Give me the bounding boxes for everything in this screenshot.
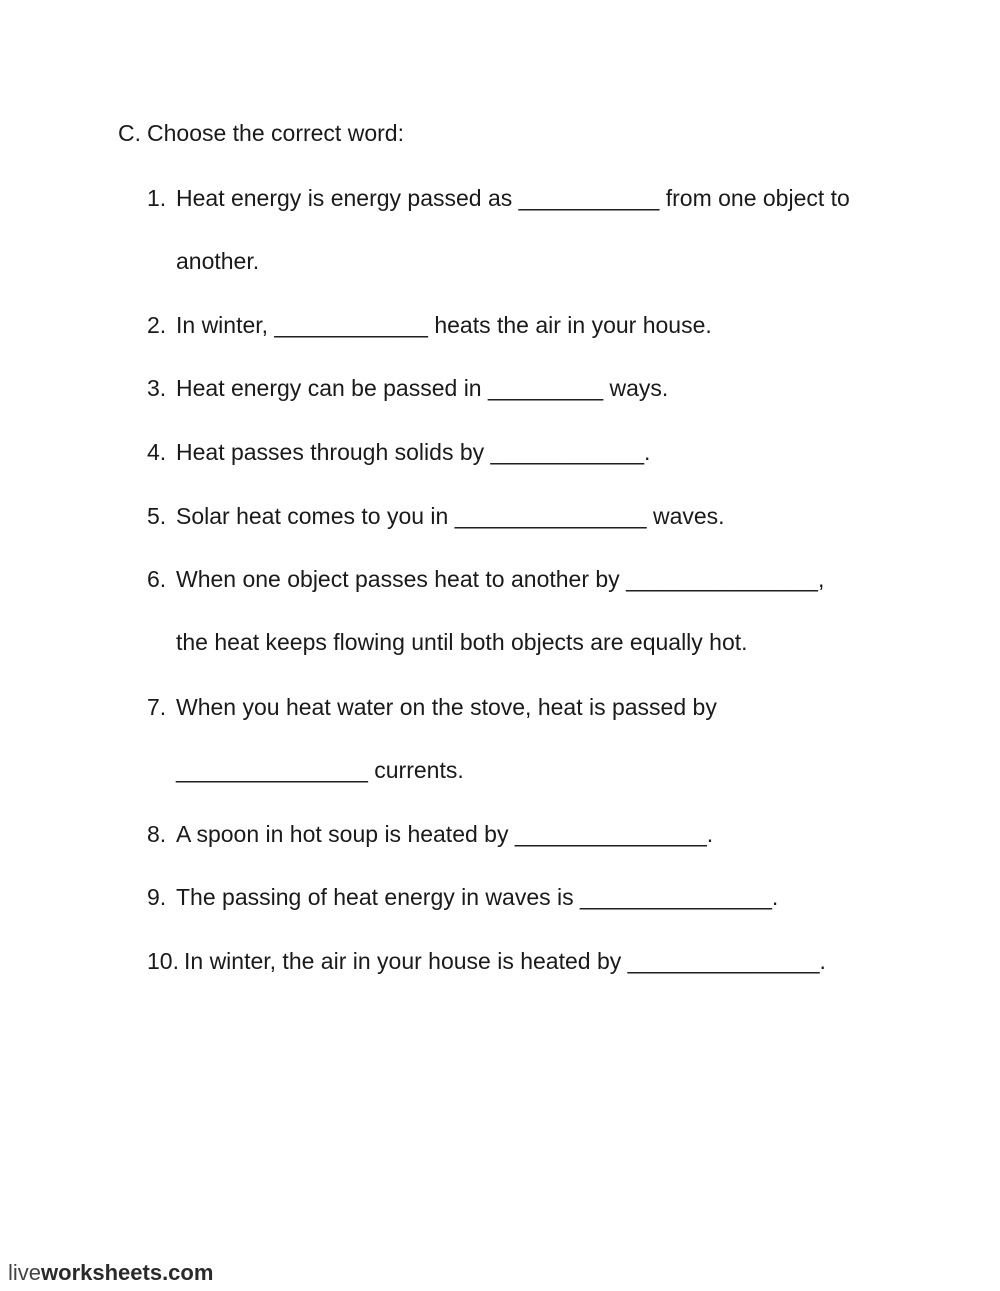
question-text: In winter, the air in your house is heated by _______________.: [184, 948, 826, 974]
liveworksheets-logo: [8, 1259, 213, 1287]
question-text: Heat passes through solids by ____________.: [176, 439, 651, 465]
logo-text-bold: worksheets.com: [41, 1260, 214, 1285]
question-text: Solar heat comes to you in _______________ waves.: [176, 503, 725, 529]
question-number: 3.: [147, 375, 167, 401]
question-text: A spoon in hot soup is heated by _______________.: [176, 821, 714, 847]
question-text: Heat energy can be passed in _________ ways.: [176, 375, 669, 401]
section-letter: C.: [118, 120, 141, 146]
question-number: 2.: [147, 312, 167, 338]
question-text: In winter, ____________ heats the air in your house.: [176, 312, 712, 338]
question-number: 5.: [147, 503, 167, 529]
question-number: 8.: [147, 821, 167, 847]
section-title: Choose the correct word:: [147, 120, 404, 146]
question-number: 1.: [147, 185, 167, 211]
question-text-continued: another.: [176, 248, 260, 274]
question-number: 10.: [147, 948, 179, 974]
question-number: 6.: [147, 566, 167, 592]
question-number: 9.: [147, 884, 167, 910]
section-heading: [118, 118, 404, 148]
question-text-continued: _______________ currents.: [176, 757, 464, 783]
question-number: 7.: [147, 694, 167, 720]
question-text: Heat energy is energy passed as ___________ from one object to: [176, 185, 850, 211]
question-number: 4.: [147, 439, 167, 465]
question-text: When you heat water on the stove, heat is passed by: [176, 694, 717, 720]
question-text-continued: the heat keeps flowing until both objects are equally hot.: [176, 629, 748, 655]
question-text: When one object passes heat to another by _______________,: [176, 566, 825, 592]
question-text: The passing of heat energy in waves is _______________.: [176, 884, 779, 910]
logo-text-light: live: [8, 1260, 42, 1285]
